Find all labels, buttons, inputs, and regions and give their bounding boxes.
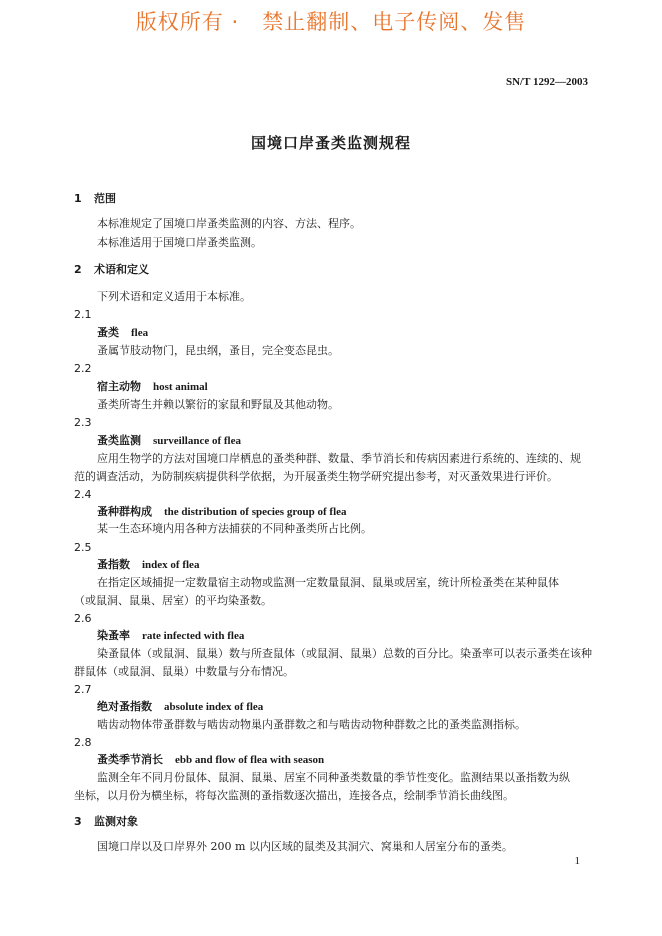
term-definition-continued: 坐标，以月份为横坐标，将每次监测的蚤指数逐次描出，连接各点，绘制季节消长曲线图。 (74, 789, 514, 802)
term-chinese: 染蚤率 (97, 629, 130, 642)
section-heading-monitoring-objects (74, 815, 138, 829)
section-title: 监测对象 (94, 815, 138, 828)
clause-number: 2.6 (74, 612, 92, 625)
clause-number: 2.4 (74, 488, 92, 501)
term-chinese: 蚤种群构成 (97, 505, 152, 518)
term-english: surveillance of flea (153, 435, 241, 447)
section-heading-terms (74, 263, 149, 277)
section-title: 术语和定义 (94, 263, 149, 276)
paragraph: 下列术语和定义适用于本标准。 (97, 290, 251, 303)
paragraph: 国境口岸以及口岸界外 200 m 以内区域的鼠类及其洞穴、窝巢和人居室分布的蚤类。 (97, 840, 513, 853)
term-definition-continued: 群鼠体（或鼠洞、鼠巢）中数量与分布情况。 (74, 665, 294, 678)
section-number: 3 (74, 815, 82, 828)
paragraph: 本标准规定了国境口岸蚤类监测的内容、方法、程序。 (97, 217, 361, 230)
term-english: rate infected with flea (142, 630, 245, 642)
term-chinese: 蚤类季节消长 (97, 753, 163, 766)
section-title: 范围 (94, 192, 116, 205)
term-definition-continued: （或鼠洞、鼠巢、居室）的平均染蚤数。 (74, 594, 272, 607)
term-chinese: 蚤指数 (97, 558, 130, 571)
term-english: index of flea (142, 559, 200, 571)
clause-number: 2.5 (74, 541, 92, 554)
clause-number: 2.2 (74, 362, 92, 375)
term-english: the distribution of species group of flea (164, 506, 347, 518)
term-definition: 啮齿动物体带蚤群数与啮齿动物巢内蚤群数之和与啮齿动物种群数之比的蚤类监测指标。 (97, 718, 526, 731)
term-english: flea (131, 327, 149, 339)
term-definition-continued: 范的调查活动，为防制疾病提供科学依据，为开展蚤类生物学研究提出参考，对灭蚤效果进行评价。 (74, 470, 558, 483)
document-title: 国境口岸蚤类监测规程 (250, 134, 411, 152)
section-number: 2 (74, 263, 82, 276)
standard-number: SN/T 1292—2003 (505, 76, 588, 88)
term-definition: 蚤类所寄生并赖以繁衍的家鼠和野鼠及其他动物。 (97, 398, 339, 411)
term-definition: 某一生态环境内用各种方法捕获的不同种蚤类所占比例。 (97, 522, 372, 535)
term-definition: 应用生物学的方法对国境口岸栖息的蚤类种群、数量、季节消长和传病因素进行系统的、连续的、规 (97, 452, 581, 465)
term-entry (97, 434, 241, 448)
term-entry (97, 505, 347, 519)
term-entry (97, 326, 148, 340)
term-english: ebb and flow of flea with season (175, 754, 325, 766)
term-chinese: 蚤类 (97, 326, 119, 339)
term-definition: 在指定区域捕捉一定数量宿主动物或监测一定数量鼠洞、鼠巢或居室，统计所检蚤类在某种鼠体 (97, 576, 559, 589)
term-entry (97, 629, 244, 643)
paragraph: 本标准适用于国境口岸蚤类监测。 (97, 236, 262, 249)
term-definition: 染蚤鼠体（或鼠洞、鼠巢）数与所查鼠体（或鼠洞、鼠巢）总数的百分比。染蚤率可以表示蚤类在该种 (97, 647, 592, 660)
term-definition: 监测全年不同月份鼠体、鼠洞、鼠巢、居室不同种蚤类数量的季节性变化。监测结果以蚤指数为纵 (97, 771, 570, 784)
clause-number: 2.3 (74, 416, 92, 429)
term-entry (97, 753, 324, 767)
term-english: host animal (153, 381, 208, 393)
term-definition: 蚤属节肢动物门，昆虫纲，蚤目，完全变态昆虫。 (97, 344, 339, 357)
clause-number: 2.8 (74, 736, 92, 749)
clause-number: 2.7 (74, 683, 92, 696)
term-entry (97, 380, 208, 394)
section-number: 1 (74, 192, 82, 205)
section-heading-scope (74, 192, 116, 206)
copyright-watermark: 版权所有 · 禁止翻制、电子传阅、发售 (135, 10, 527, 34)
term-entry (97, 700, 263, 714)
term-chinese: 蚤类监测 (97, 434, 141, 447)
page-number: 1 (574, 855, 580, 867)
term-english: absolute index of flea (164, 701, 264, 713)
term-chinese: 宿主动物 (97, 380, 141, 393)
term-chinese: 绝对蚤指数 (97, 700, 152, 713)
clause-number: 2.1 (74, 308, 92, 321)
term-entry (97, 558, 199, 572)
